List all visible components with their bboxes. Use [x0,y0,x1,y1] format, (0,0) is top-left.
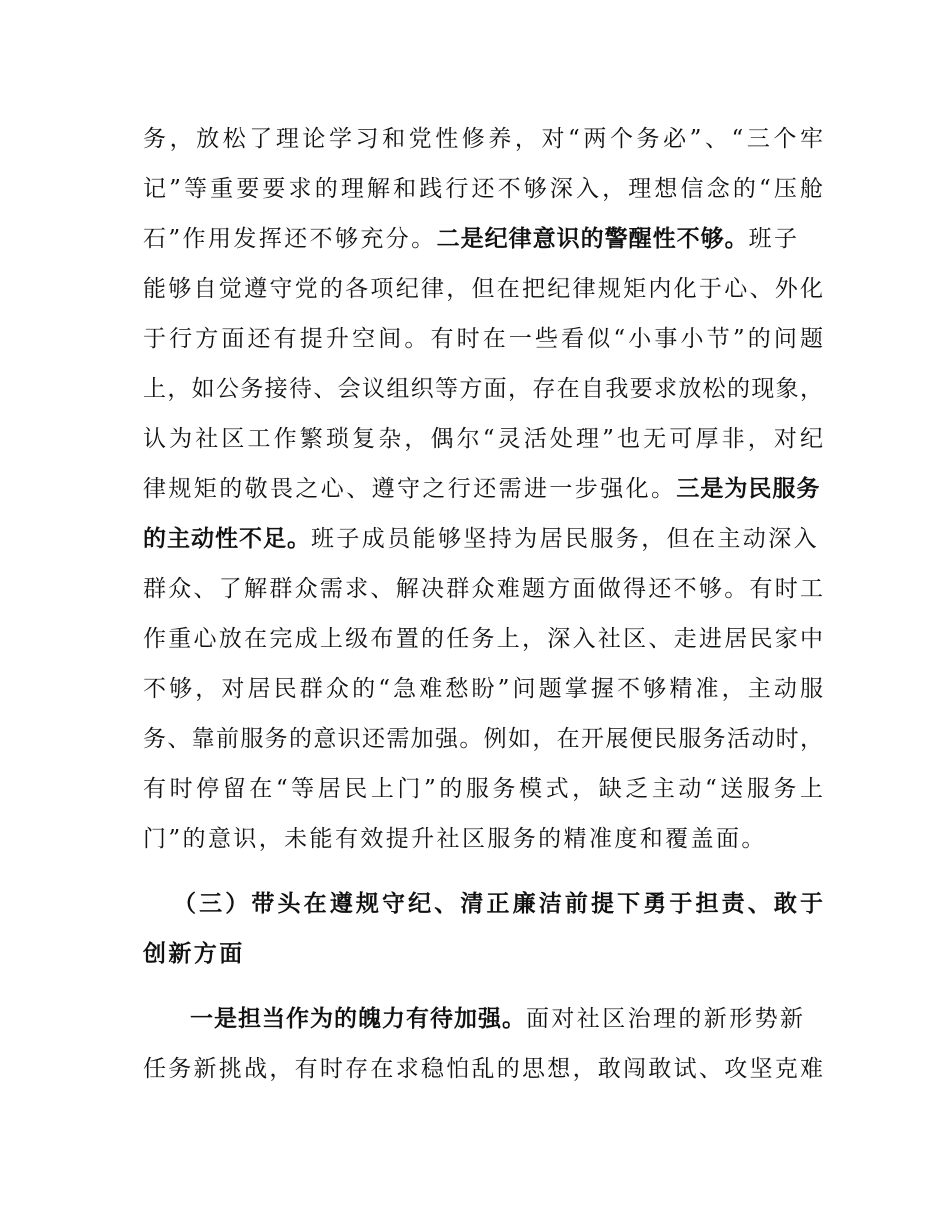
body-line-10: 群众、了解群众需求、解决群众难题方面做得还不够。有时工 [143,576,823,602]
body-text: 律规矩的敬畏之心、遵守之行还需进一步强化。 [143,476,677,502]
section-heading: （三）带头在遵规守纪、清正廉洁前提下勇于担责、敢于 [173,891,823,917]
body-line-8 [143,469,823,509]
body-line-7: 认为社区工作繁琐复杂，偶尔“灵活处理”也无可厚非，对纪 [143,426,823,452]
body-line-5: 于行方面还有提升空间。有时在一些看似“小事小节”的问题 [143,326,823,352]
body-line-4: 能够自觉遵守党的各项纪律，但在把纪律规矩内化于心、外化 [143,276,823,302]
bold-lead-service-part1: 三是为民服务 [676,476,821,502]
body-text: 班子成员能够坚持为居民服务，但在主动深入 [311,526,819,552]
body-line-14: 有时停留在“等居民上门”的服务模式，缺乏主动“送服务上 [143,776,823,802]
bold-lead-discipline: 二是纪律意识的警醒性不够。 [436,226,749,252]
body-line-13: 务、靠前服务的意识还需加强。例如，在开展便民服务活动时， [143,726,823,752]
bold-lead-responsibility: 一是担当作为的魄力有待加强。 [190,1006,526,1032]
para2-line-2: 任务新挑战，有时存在求稳怕乱的思想，敢闯敢试、攻坚克难 [143,1056,823,1082]
body-line-15: 门”的意识，未能有效提升社区服务的精准度和覆盖面。 [143,826,767,852]
body-line-9 [143,519,823,559]
body-line-2: 记”等重要要求的理解和践行还不够深入，理想信念的“压舱 [143,176,823,202]
para2-line-1 [190,999,823,1039]
bold-lead-service-part2: 的主动性不足。 [143,526,311,552]
body-text: 班子 [748,226,800,252]
body-line-6: 上，如公务接待、会议组织等方面，存在自我要求放松的现象， [143,376,823,402]
body-text: 面对社区治理的新形势新 [526,1006,806,1032]
body-line-12: 不够，对居民群众的“急难愁盼”问题掌握不够精准，主动服 [143,676,823,702]
body-text: 石”作用发挥还不够充分。 [143,226,437,252]
body-line-3 [143,219,823,259]
section-heading-continued: 创新方面 [143,941,245,967]
body-line-11: 作重心放在完成上级布置的任务上，深入社区、走进居民家中 [143,626,823,652]
body-line-1: 务，放松了理论学习和党性修养，对“两个务必”、“三个牢 [143,126,823,152]
